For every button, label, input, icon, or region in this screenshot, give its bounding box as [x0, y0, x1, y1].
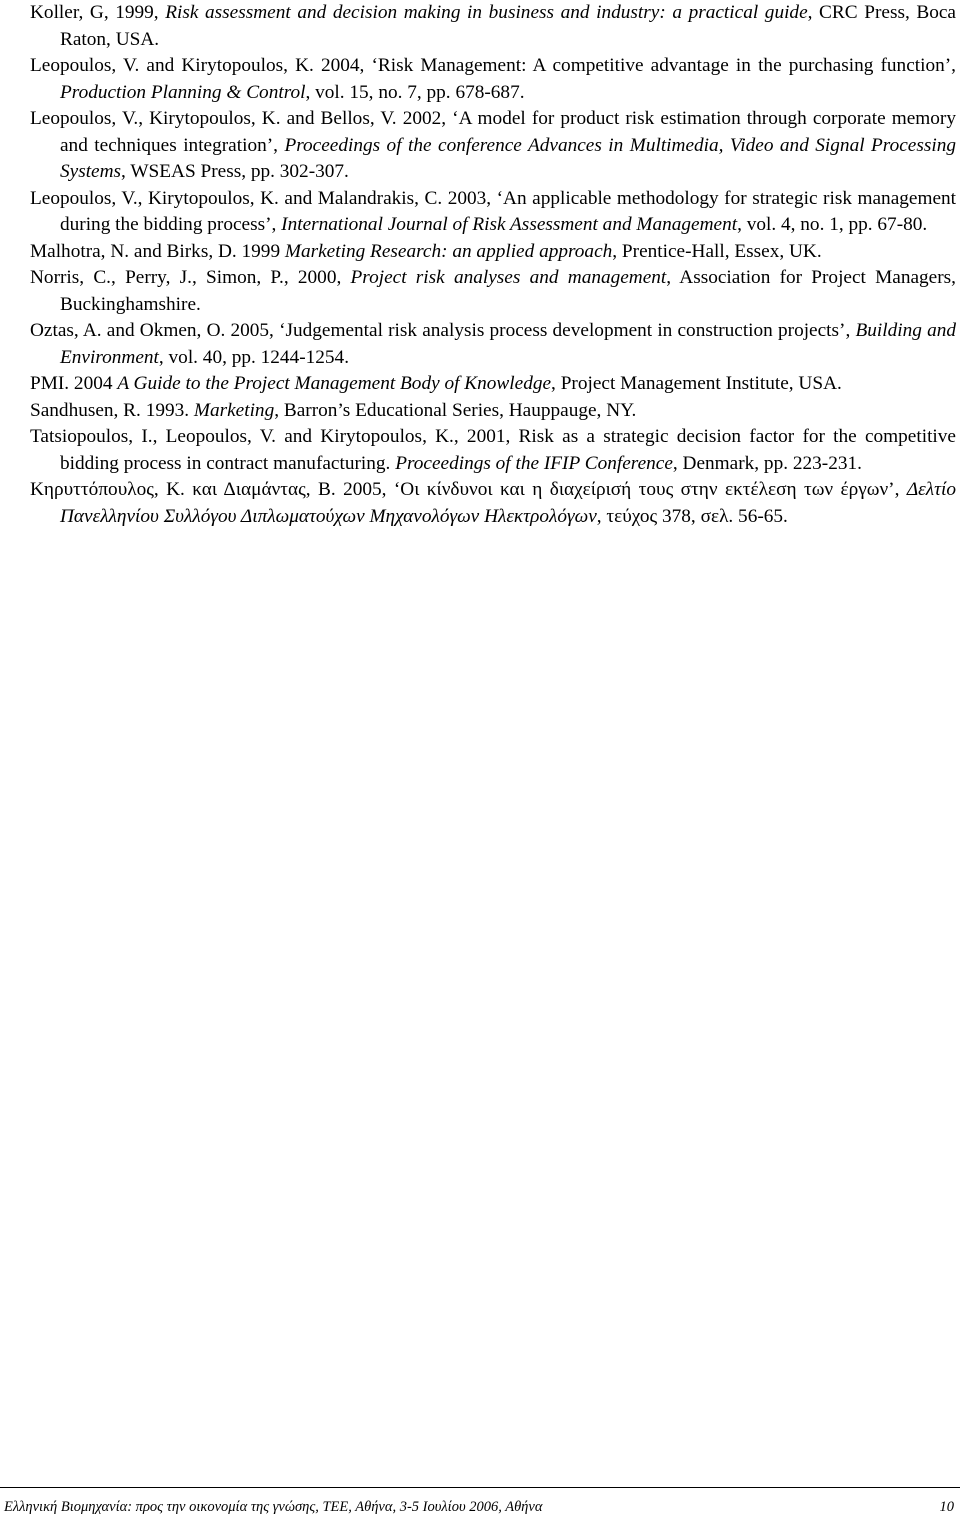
reference-text: Oztas, A. and Okmen, O. 2005, ‘Judgemental risk analysis process development in construction projects’, — [30, 320, 856, 341]
reference-entry — [30, 186, 956, 239]
reference-text: , WSEAS Press, pp. 302-307. — [121, 161, 349, 182]
reference-title-italic: Δελτίο Πανελληνίου Συλλόγου Διπλωματούχων Μηχανολόγων Ηλεκτρολόγων — [60, 479, 956, 527]
reference-entry — [30, 53, 956, 106]
reference-title-italic: Proceedings of the conference Advances in Multimedia, Video and Signal Processing Systems — [60, 134, 956, 182]
reference-title-italic: Marketing Research: an applied approach — [284, 240, 613, 262]
reference-text: , τεύχος 378, σελ. 56-65. — [596, 505, 788, 527]
reference-entry — [30, 106, 956, 186]
footer-rule — [0, 1487, 960, 1488]
reference-title-italic: Marketing — [193, 399, 275, 421]
reference-entry — [30, 371, 956, 398]
reference-text: Leopoulos, V., Kirytopoulos, K. and Bellos, V. 2002, ‘A model for product risk estimation through corporate memory and techniques integration’, — [30, 108, 956, 156]
reference-text: , Association for Project Managers, Buckinghamshire. — [60, 267, 956, 315]
reference-text: Tatsiopoulos, I., Leopoulos, V. and Kirytopoulos, K., 2001, Risk as a strategic decision factor for the competitive bidding process in contract manufacturing. — [30, 426, 956, 474]
reference-text: Sandhusen, R. 1993. — [30, 399, 194, 421]
reference-text: , vol. 15, no. 7, pp. 678-687. — [305, 81, 525, 103]
footer-conference-text: Ελληνική Βιομηχανία: προς την οικονομία της γνώσης, ΤΕΕ, Αθήνα, 3-5 Ιουλίου 2006, Αθήνα — [4, 1499, 543, 1515]
reference-text: , vol. 40, pp. 1244-1254. — [158, 346, 350, 368]
reference-entry — [30, 318, 956, 371]
reference-text: Norris, C., Perry, J., Simon, P., 2000, — [30, 267, 351, 288]
reference-list — [30, 0, 956, 530]
reference-text: Leopoulos, V., Kirytopoulos, K. and Malandrakis, C. 2003, ‘An applicable methodology for strategic risk management during the bidding process’, — [30, 187, 956, 235]
reference-title-italic: Proceedings of the IFIP Conference — [395, 452, 673, 474]
reference-entry — [30, 0, 956, 53]
reference-title-italic: Production Planning & Control — [60, 81, 306, 103]
reference-text: , Prentice-Hall, Essex, UK. — [612, 240, 822, 262]
reference-text: Leopoulos, V. and Kirytopoulos, K. 2004, ‘Risk Management: A competitive advantage in the purchasing function’, — [30, 55, 956, 76]
reference-text: PMI. 2004 — [30, 373, 118, 394]
reference-text: , vol. 4, no. 1, pp. 67-80. — [737, 214, 928, 235]
page-number: 10 — [939, 1499, 954, 1515]
reference-entry — [30, 477, 956, 530]
reference-entry — [30, 239, 956, 266]
reference-entry — [30, 398, 956, 425]
reference-title-italic: Risk assessment and decision making in business and industry: a practical guide — [165, 2, 808, 23]
reference-title-italic: A Guide to the Project Management Body of Knowledge — [117, 373, 552, 394]
reference-text: Κηρυττόπουλος, Κ. και Διαμάντας, Β. 2005, ‘Οι κίνδυνοι και η διαχείρισή τους στην εκτέλεση των έργων’, — [30, 479, 907, 500]
reference-title-italic: International Journal of Risk Assessment and Management — [281, 214, 738, 235]
reference-text: , Denmark, pp. 223-231. — [672, 452, 862, 474]
page-footer — [0, 1487, 960, 1523]
reference-text: Malhotra, N. and Birks, D. 1999 — [30, 240, 285, 262]
reference-text: , Barron’s Educational Series, Hauppauge, NY. — [274, 399, 637, 421]
reference-title-italic: Building and Environment — [60, 320, 956, 368]
reference-entry — [30, 424, 956, 477]
reference-text: , CRC Press, Boca Raton, USA. — [60, 2, 956, 50]
reference-entry — [30, 265, 956, 318]
reference-text: , Project Management Institute, USA. — [551, 373, 842, 394]
reference-text: Koller, G, 1999, — [30, 2, 166, 23]
reference-title-italic: Project risk analyses and management — [350, 267, 667, 288]
